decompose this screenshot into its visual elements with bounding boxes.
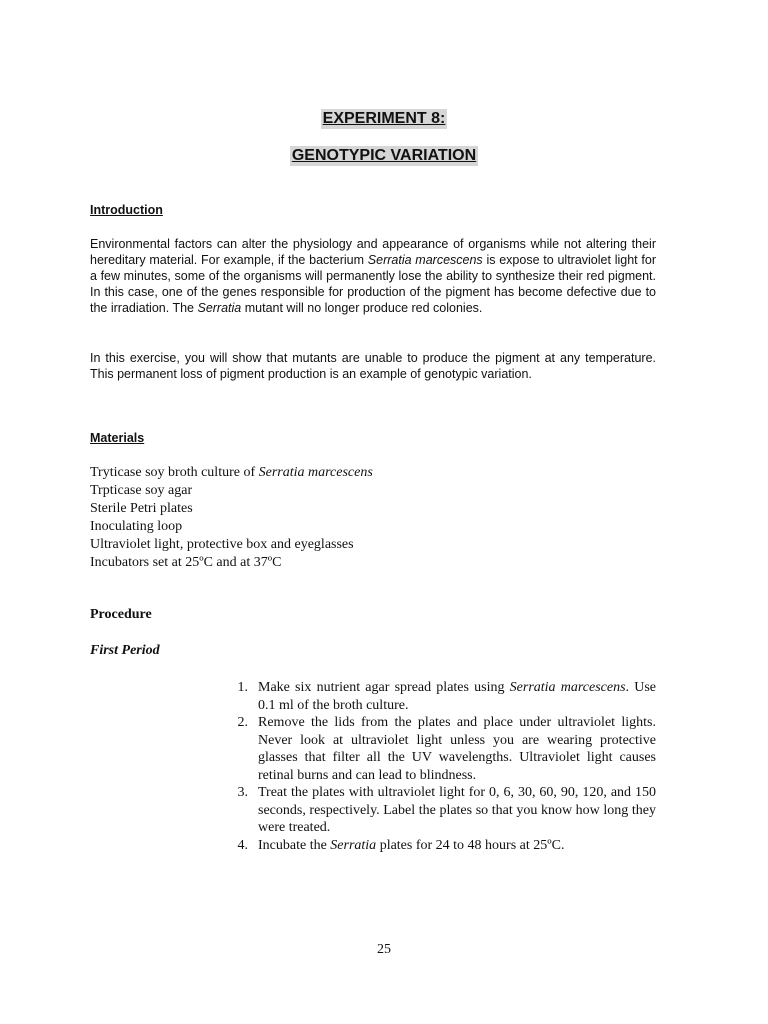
step-text-part: Incubate the (258, 837, 331, 853)
procedure-heading: Procedure (90, 607, 152, 622)
procedure-step (220, 679, 656, 714)
step-text-part: plates for 24 to 48 hours at 25ºC. (376, 837, 565, 853)
materials-heading: Materials (90, 431, 145, 445)
list-item: Sterile Petri plates (90, 501, 193, 516)
introduction-paragraph-1 (90, 236, 656, 316)
page-number: 25 (377, 942, 391, 957)
step-text: Remove the lids from the plates and place under ultraviolet lights. Never look at ultraviolet light unless you are wearing protective glasses that filter all the UV wavelengths. Ultraviolet light causes retinal burns and can lead to blindness. (258, 715, 656, 783)
intro-text: mutant will no longer produce red colonies. (241, 301, 483, 315)
procedure-step (220, 784, 656, 837)
step-text (258, 679, 656, 714)
procedure-step (220, 714, 656, 784)
materials-list (90, 464, 373, 572)
intro-text: is expose to ultraviolet light for a few minutes, some of the organisms will permanently lose the ability to synthesize their red pigment. In this case, one of the genes responsible for production of the pigment has become defective due to the irradiation. The (90, 253, 656, 315)
step-number: 1. (237, 680, 248, 695)
first-period-heading: First Period (90, 643, 160, 658)
step-text (258, 837, 656, 855)
list-item: Inoculating loop (90, 519, 183, 534)
list-item: Incubators set at 25ºC and at 37ºC (90, 555, 282, 570)
experiment-title-heading (0, 146, 768, 166)
intro-text: Environmental factors can alter the physiology and appearance of organisms while not altering their hereditary material. For example, if the bacterium (90, 237, 656, 267)
material-species-name: Serratia marcescens (258, 465, 373, 480)
list-item: Trpticase soy agar (90, 483, 193, 498)
procedure-steps (220, 679, 656, 854)
step-genus-name: Serratia (330, 837, 377, 853)
step-text: Treat the plates with ultraviolet light for 0, 6, 30, 60, 90, 120, and 150 seconds, respectively. Label the plates so that you know how long they were treated. (258, 785, 656, 835)
experiment-number-heading (0, 109, 768, 129)
experiment-title: GENOTYPIC VARIATION (291, 147, 477, 164)
material-text: Tryticase soy broth culture of (90, 465, 259, 480)
step-species-name: Serratia marcescens (509, 680, 626, 695)
list-item: Ultraviolet light, protective box and eyeglasses (90, 537, 354, 552)
intro-genus-name: Serratia (197, 301, 242, 315)
intro-species-name: Serratia marcescens (367, 253, 483, 267)
list-item (90, 464, 373, 482)
step-text-part: . Use 0.1 ml of the broth culture. (258, 680, 656, 713)
procedure-step (220, 837, 656, 855)
step-text-part: Make six nutrient agar spread plates using (258, 680, 510, 695)
step-number: 3. (237, 785, 248, 800)
experiment-label: EXPERIMENT 8: (322, 110, 446, 127)
introduction-heading: Introduction (90, 203, 163, 217)
step-number: 2. (237, 715, 248, 730)
step-number: 4. (237, 837, 248, 853)
introduction-paragraph-2: In this exercise, you will show that mutants are unable to produce the pigment at any temperature. This permanent loss of pigment production is an example of genotypic variation. (90, 351, 656, 381)
